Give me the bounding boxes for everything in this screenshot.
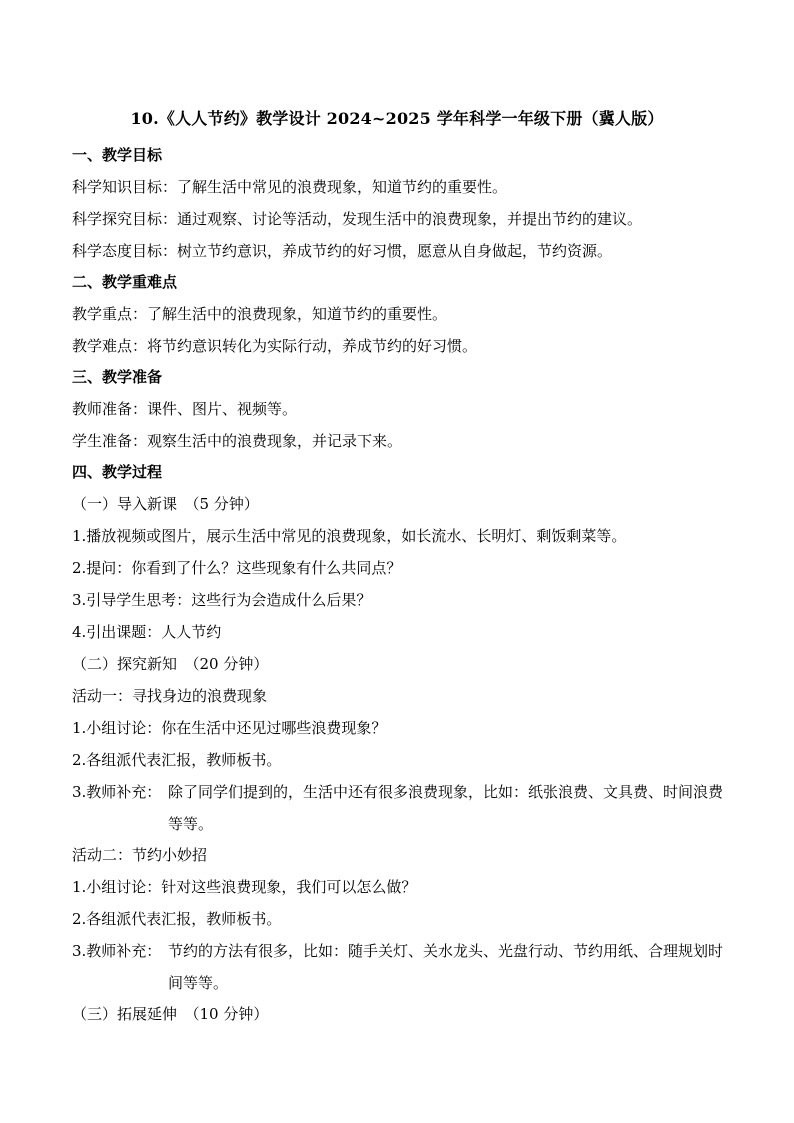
intro-step-4: 4.引出课题：人人节约 <box>72 623 222 641</box>
intro-step-2: 2.提问：你看到了什么？这些现象有什么共同点？ <box>72 559 402 577</box>
activity-1-step-1: 1.小组讨论：你在生活中还见过哪些浪费现象？ <box>72 719 387 737</box>
activity-1-step-3-text: 除了同学们提到的，生活中还有很多浪费现象，比如：纸张浪费、文具费、时间浪费等等。 <box>168 783 724 833</box>
activity-1-step-3 <box>72 776 724 840</box>
teacher-preparation: 教师准备：课件、图片、视频等。 <box>72 400 298 418</box>
activity-2-step-1: 1.小组讨论：针对这些浪费现象，我们可以怎么做？ <box>72 878 417 896</box>
section-heading-process: 四、教学过程 <box>72 463 163 481</box>
goal-inquiry: 科学探究目标：通过观察、讨论等活动，发现生活中的浪费现象，并提出节约的建议。 <box>72 210 643 228</box>
section-heading-goals: 一、教学目标 <box>72 146 163 164</box>
activity-2-step-3-text: 节约的方法有很多，比如：随手关灯、关水龙头、光盘行动、节约用纸、合理规划时间等等。 <box>168 942 724 992</box>
activity-2-step-2: 2.各组派代表汇报，教师板书。 <box>72 910 282 928</box>
activity-2-step-3-label: 3.教师补充： <box>72 942 162 960</box>
intro-step-3: 3.引导学生思考：这些行为会造成什么后果？ <box>72 591 372 609</box>
section-heading-preparation: 三、教学准备 <box>72 368 163 386</box>
key-point: 教学重点：了解生活中的浪费现象，知道节约的重要性。 <box>72 305 448 323</box>
student-preparation: 学生准备：观察生活中的浪费现象，并记录下来。 <box>72 432 403 450</box>
subsection-heading-explore: （二）探究新知 （20 分钟） <box>72 655 269 673</box>
activity-2-title: 活动二：节约小妙招 <box>72 846 208 864</box>
difficult-point: 教学难点：将节约意识转化为实际行动，养成节约的好习惯。 <box>72 337 478 355</box>
goal-knowledge: 科学知识目标：了解生活中常见的浪费现象，知道节约的重要性。 <box>72 178 508 196</box>
activity-1-step-2: 2.各组派代表汇报，教师板书。 <box>72 751 282 769</box>
intro-step-1: 1.播放视频或图片，展示生活中常见的浪费现象，如长流水、长明灯、剩饭剩菜等。 <box>72 527 627 545</box>
activity-1-step-3-label: 3.教师补充： <box>72 783 162 801</box>
document-title: 10.《人人节约》教学设计 2024~2025 学年科学一年级下册（冀人版） <box>130 109 664 128</box>
activity-1-title: 活动一：寻找身边的浪费现象 <box>72 687 268 705</box>
subsection-heading-intro: （一）导入新课 （5 分钟） <box>72 495 259 513</box>
goal-attitude: 科学态度目标：树立节约意识，养成节约的好习惯，愿意从自身做起，节约资源。 <box>72 242 613 260</box>
activity-2-step-3 <box>72 935 724 999</box>
subsection-heading-extension: （三）拓展延伸 （10 分钟） <box>72 1005 269 1023</box>
section-heading-key-points: 二、教学重难点 <box>72 273 178 291</box>
